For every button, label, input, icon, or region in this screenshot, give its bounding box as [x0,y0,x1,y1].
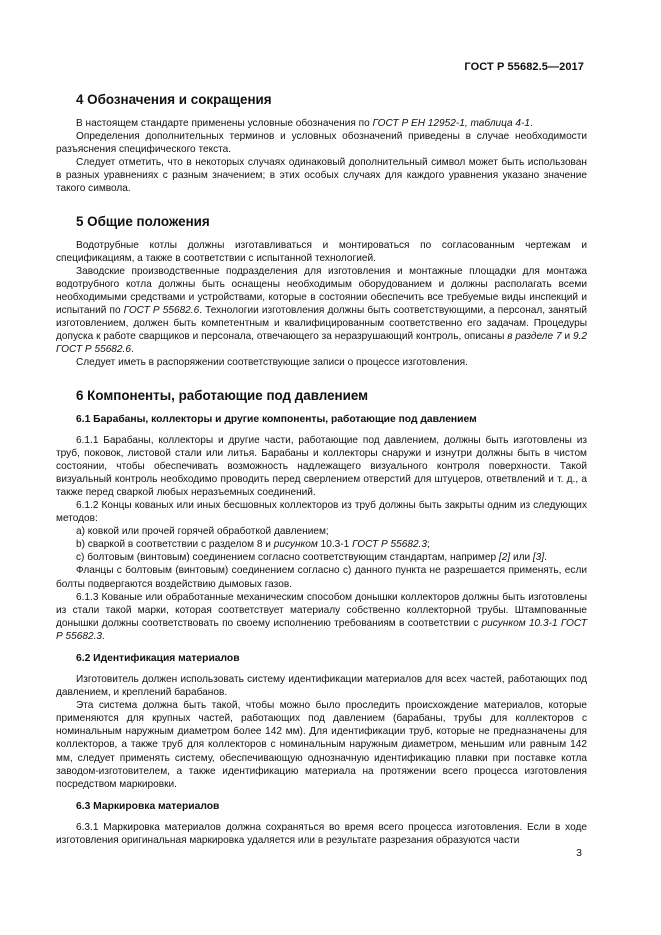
section-4-paragraph-2: Определения дополнительных терминов и условных обозначений приведены в случае необходимости разъяснения специфического текста. [56,131,587,156]
standard-reference: 9.2 ГОСТ Р 55682.6 [56,331,587,356]
clause-6-1-1: 6.1.1 Барабаны, коллекторы и другие части, работающие под давлением, должны быть изготовлены из труб, поковок, листовой стали или литья. Барабаны и коллекторы снаружи и изнутри должны быть в чистом состоянии, чтобы обеспечивать возможность надлежащего визуального контроля поверхности. Такой визуальный контроль необходимо проводить перед сверлением отверстий для штуцеров, ответвлений и т. д., а также перед сваркой любых неразъемных соединений. [56,434,587,498]
standard-reference: ГОСТ Р 55682.6 [123,305,200,317]
section-4-paragraph-3: Следует отметить, что в некоторых случаях одинаковый дополнительный символ может быть использован в разных уравнениях с разным значением; в этих особых случаях для каждого уравнения указано значение такого символа. [56,157,587,195]
figure-reference: рисунком 10.3-1 ГОСТ Р 55682.3 [56,617,588,642]
section-4-paragraph-1: В настоящем стандарте применены условные обозначения по ГОСТ Р ЕН 12952-1, таблица 4-1. [76,118,533,129]
section-5-title: 5 Общие положения [76,213,210,229]
subsection-6-1-title: 6.1 Барабаны, коллекторы и другие компоненты, работающие под давлением [76,413,477,425]
document-body [56,92,587,865]
clause-6-2-paragraph-2: Эта система должна быть такой, чтобы можно было проследить происхождение материалов, которые применяются для крупных частей, работающих под давлением (барабаны, трубы для коллекторов с номинальным наружным диаметром более 142 мм). Для идентификации труб, которые не предназначены для коллекторов, а также труб для коллекторов с номинальным наружным диаметром, меньшим или равным 142 мм, следует применять систему, обеспечивающую однозначную идентификацию плавки при поставке котла заводом-изготовителем, а также идентификацию материала на протяжении всего процесса изготовления посредством маркировки. [56,700,587,790]
clause-6-3-1: 6.3.1 Маркировка материалов должна сохраняться во время всего процесса изготовления. Если в ходе изготовления оригинальная маркировка удаляется или в результате разрезания образуются части [56,821,587,846]
section-4 [56,92,587,196]
section-5-paragraph-2: Заводские производственные подразделения для изготовления и монтажные площадки для монтажа водотрубного котла должны быть оснащены необходимым оборудованием и должны располагать всеми необходимыми средствами и устройствами, которые в состоянии обеспечить все требуемые виды инспекций и испытаний по ГОСТ Р 55682.6. Технологии изготовления должны быть соответствующими, а персонал, занятый изготовлением, должен быть компетентным и квалифицированным соответственно его задачам. Процедуры допуска к работе сварщиков и персонала, отвечающего за неразрушающий контроль, описаны в разделе 7 и 9.2 ГОСТ Р 55682.6. [56,265,587,356]
list-item-b: b) сваркой в соответствии с разделом 8 и рисунком 10.3-1 ГОСТ Р 55682.3; [76,539,430,551]
section-5-paragraph-1: Водотрубные котлы должны изготавливаться и монтироваться по согласованным чертежам и спецификациям, а также в соответствии с испытанной технологией. [56,239,587,264]
section-5-paragraph-3: Следует иметь в распоряжении соответствующие записи о процессе изготовления. [76,357,468,369]
section-6 [56,388,587,848]
clause-6-2-paragraph-1: Изготовитель должен использовать систему идентификации материалов для всех частей, работающих под давлением, и креплений барабанов. [56,674,587,699]
subsection-6-2-title: 6.2 Идентификация материалов [76,653,240,664]
section-5 [56,214,587,370]
list-item-c: c) болтовым (винтовым) соединением согласно соответствующим стандартам, например [2] или [3]. [76,552,547,564]
section-6-title: 6 Компоненты, работающие под давлением [76,387,369,403]
clause-6-1-2: 6.1.2 Концы кованых или иных бесшовных коллекторов из труб должны быть закрыты одним из следующих методов: [56,499,587,525]
list-item-a: a) ковкой или прочей горячей обработкой давлением; [76,526,329,538]
section-4-title: 4 Обозначения и сокращения [76,92,272,107]
bibliography-reference: [3] [532,552,545,564]
standard-reference: ГОСТ Р ЕН 12952-1, таблица 4-1 [372,118,531,129]
clause-6-1-3: 6.1.3 Кованые или обработанные механическим способом донышки коллекторов должны быть изготовлены из стали такой марки, которая соответствует материалу собственно коллекторной трубы. Штампованные донышки должны соответствовать по своему исполнению требованиям в соответствии с рисунком 10.3-1 ГОСТ Р 55682.3. [56,591,588,642]
section-reference: в разделе 7 [507,331,562,343]
bibliography-reference: [2] [498,552,511,564]
clause-6-1-2-note: Фланцы с болтовым (винтовым) соединением согласно с) данного пункта не разрешается применять, если болты подвергаются воздействию дымовых газов. [56,565,587,590]
subsection-6-3-title: 6.3 Маркировка материалов [76,800,220,812]
page-number: 3 [576,847,582,859]
standard-reference: ГОСТ Р 55682.3 [352,539,428,551]
document-id: ГОСТ Р 55682.5—2017 [464,61,584,73]
